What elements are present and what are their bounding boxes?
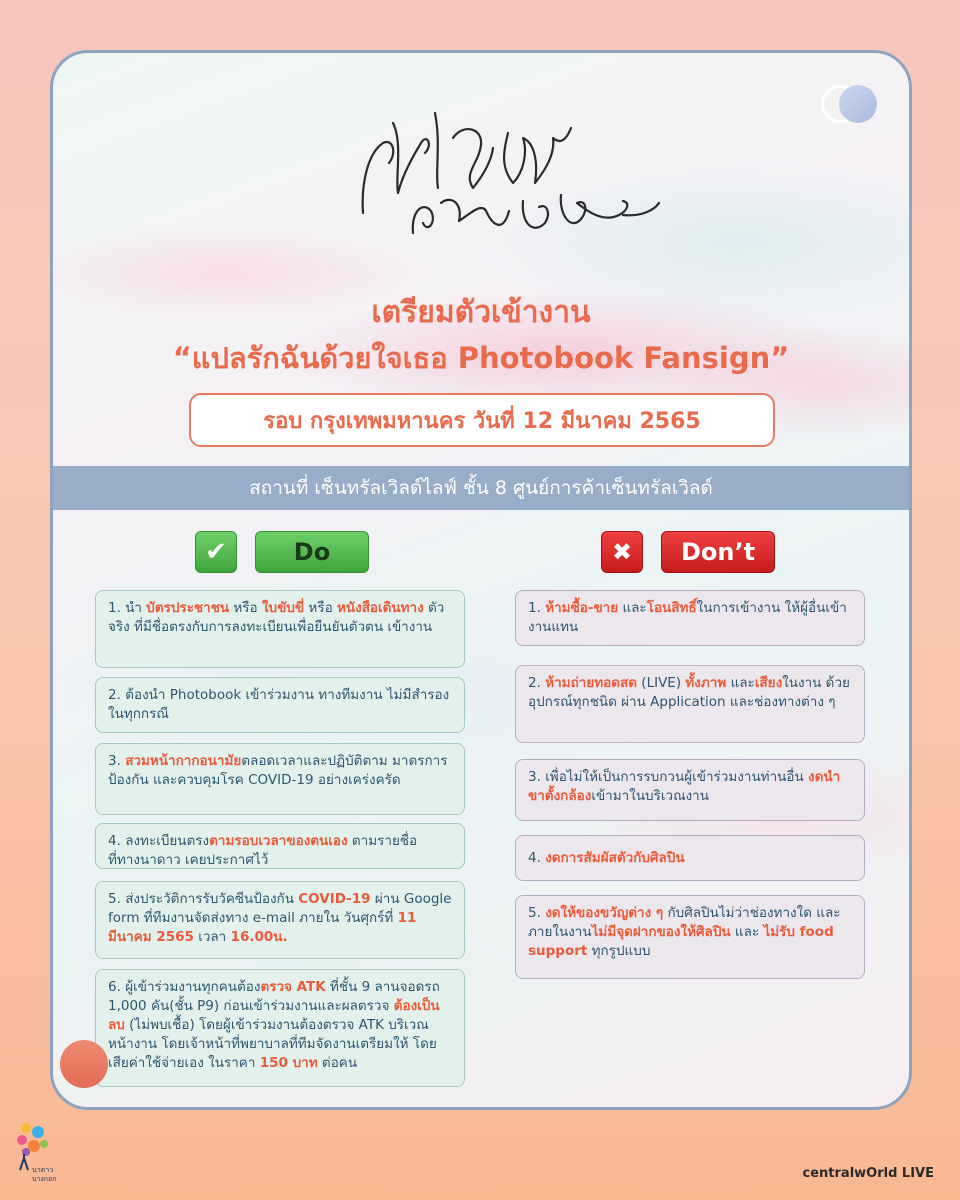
do-header: Do xyxy=(255,531,369,573)
dont-item-2: 2. ห้ามถ่ายทอดสด (LIVE) ทั้งภาพ และเสียงในงาน ด้วยอุปกรณ์ทุกชนิด ผ่าน Application และช่องทางต่าง ๆ xyxy=(515,665,865,743)
dont-item-5: 5. งดให้ของขวัญต่าง ๆ กับศิลปินไม่ว่าช่องทางใด และภายในงานไม่มีจุดฝากของให้ศิลปิน และ ไม่รับ food support ทุกรูปแบบ xyxy=(515,895,865,979)
svg-text:นาดาว: นาดาว xyxy=(32,1166,54,1174)
poster-card xyxy=(50,50,912,1110)
dont-item-3: 3. เพื่อไม่ให้เป็นการรบกวนผู้เข้าร่วมงานท่านอื่น งดนำขาตั้งกล้องเข้ามาในบริเวณงาน xyxy=(515,759,865,821)
round-date-box: รอบ กรุงเทพมหานคร วันที่ 12 มีนาคม 2565 xyxy=(189,393,775,447)
do-item-5: 5. ส่งประวัติการรับวัคซีนป้องกัน COVID-19 ผ่าน Google form ที่ทีมงานจัดส่งทาง e-mail ภายใน วันศุกร์ที่ 11 มีนาคม 2565 เวลา 16.00น. xyxy=(95,881,465,959)
do-item-2: 2. ต้องนำ Photobook เข้าร่วมงาน ทางทีมงาน ไม่มีสำรองในทุกกรณี xyxy=(95,677,465,733)
dont-header: Don’t xyxy=(661,531,775,573)
dont-item-4: 4. งดการสัมผัสตัวกับศิลปิน xyxy=(515,835,865,881)
check-icon: ✔ xyxy=(195,531,237,573)
do-item-6: 6. ผู้เข้าร่วมงานทุกคนต้องตรวจ ATK ที่ชั้น 9 ลานจอดรถ 1,000 คัน(ชั้น P9) ก่อนเข้าร่วมงานและผลตรวจ ต้องเป็นลบ (ไม่พบเชื้อ) โดยผู้เข้าร่วมงานต้องตรวจ ATK บริเวณหน้างาน โดยเจ้าหน้าที่พยาบาลที่ทีมจัดงานเตรียมให้ โดยเสียค่าใช้จ่ายเอง ในราคา 150 บาท ต่อคน xyxy=(95,969,465,1087)
page-title-line1: เตรียมตัวเข้างาน xyxy=(371,295,591,330)
centralworld-live-logo: centralwOrld LIVE xyxy=(802,1166,934,1181)
do-item-1: 1. นำ บัตรประชาชน หรือ ใบขับขี่ หรือ หนังสือเดินทาง ตัวจริง ที่มีชื่อตรงกับการลงทะเบียนเพื่อยืนยันตัวตน เข้างาน xyxy=(95,590,465,668)
venue-bar: สถานที่ เซ็นทรัลเวิลด์ไลฟ์ ชั้น 8 ศูนย์การค้าเซ็นทรัลเวิลด์ xyxy=(53,466,909,510)
nadao-bangkok-logo xyxy=(12,1120,57,1186)
do-item-3: 3. สวมหน้ากากอนามัยตลอดเวลาและปฏิบัติตาม มาตรการป้องกัน และควบคุมโรค COVID-19 อย่างเคร่งครัด xyxy=(95,743,465,815)
cross-icon: ✖ xyxy=(601,531,643,573)
circle-logo-icon xyxy=(821,85,881,125)
decorative-circle xyxy=(60,1040,108,1088)
do-item-4: 4. ลงทะเบียนตรงตามรอบเวลาของตนเอง ตามรายชื่อ ที่ทางนาดาว เคยประกาศไว้ xyxy=(95,823,465,869)
dont-item-1: 1. ห้ามซื้อ-ขาย และโอนสิทธิ์ในการเข้างาน ให้ผู้อื่นเข้างานแทน xyxy=(515,590,865,646)
page-title-line2: “แปลรักฉันด้วยใจเธอ Photobook Fansign” xyxy=(172,341,790,375)
handwritten-title-logo xyxy=(323,83,663,253)
svg-text:บางกอก: บางกอก xyxy=(32,1175,57,1183)
